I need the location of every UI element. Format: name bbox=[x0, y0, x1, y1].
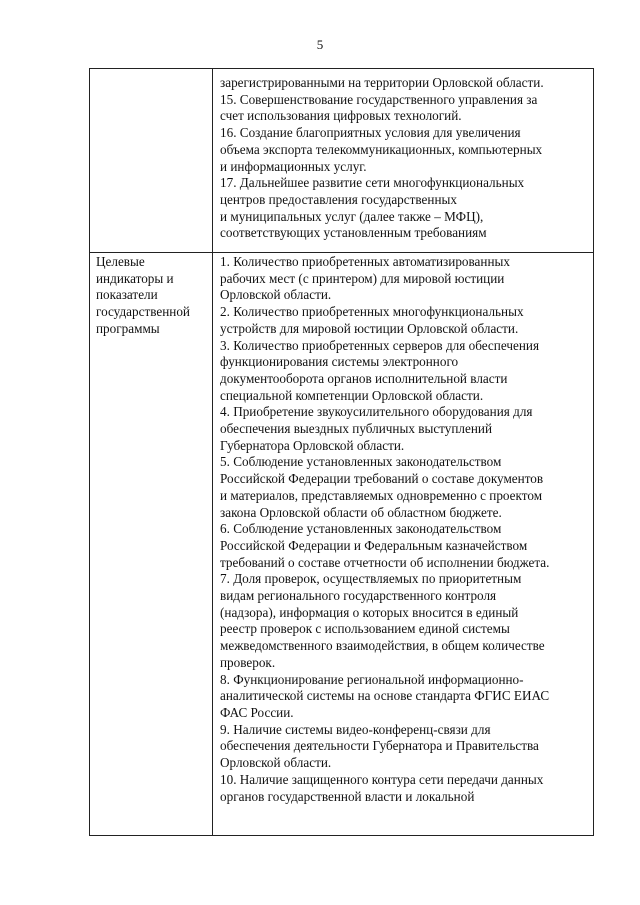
text-line: аналитической системы на основе стандарта ФГИС ЕИАС bbox=[220, 688, 550, 704]
text-line: органов государственной власти и локальной bbox=[220, 788, 475, 804]
text-line: закона Орловской области об областном бюджете. bbox=[220, 504, 502, 520]
text-line: Российской Федерации и Федеральным казначейством bbox=[220, 537, 528, 553]
text-line: обеспечения выездных публичных выступлений bbox=[220, 421, 493, 437]
text-line: устройств для мировой юстиции Орловской области. bbox=[220, 320, 519, 336]
text-line: 2. Количество приобретенных многофункциональных bbox=[220, 304, 524, 320]
table-row bbox=[90, 253, 594, 836]
row-label bbox=[90, 69, 212, 70]
text-line: Орловской области. bbox=[220, 287, 332, 303]
text-line: центров предоставления государственных bbox=[220, 191, 457, 207]
text-line: 6. Соблюдение установленных законодательством bbox=[220, 521, 502, 537]
text-line: Орловской области. bbox=[220, 755, 332, 771]
text-line: Губернатора Орловской области. bbox=[220, 437, 405, 453]
table-row bbox=[90, 69, 594, 253]
text-line: государственной bbox=[96, 304, 190, 320]
text-line: 4. Приобретение звукоусилительного оборудования для bbox=[220, 404, 533, 420]
row-content-cell bbox=[213, 253, 594, 836]
program-passport-table bbox=[89, 68, 594, 836]
text-line: видам регионального государственного контроля bbox=[220, 588, 497, 604]
text-line: и информационных услуг. bbox=[220, 158, 367, 174]
text-line: объема экспорта телекоммуникационных, компьютерных bbox=[220, 141, 543, 157]
text-line: 3. Количество приобретенных серверов для обеспечения bbox=[220, 337, 540, 353]
text-line: 16. Создание благоприятных условия для увеличения bbox=[220, 125, 521, 141]
text-line: проверок. bbox=[220, 654, 276, 670]
indicators-label bbox=[90, 253, 212, 338]
text-line: требований о составе отчетности об исполнении бюджета. bbox=[220, 554, 550, 570]
row-label-cell bbox=[90, 69, 213, 253]
row-content-cell bbox=[213, 69, 594, 253]
text-line: функционирования системы электронного bbox=[220, 354, 459, 370]
text-line: зарегистрированными на территории Орловской области. bbox=[220, 75, 544, 90]
text-line: 8. Функционирование региональной информационно- bbox=[220, 671, 524, 687]
page-number: 5 bbox=[316, 37, 324, 52]
text-line: обеспечения деятельности Губернатора и Правительства bbox=[220, 738, 539, 754]
text-line: (надзора), информация о которых вносится в единый bbox=[220, 604, 519, 620]
text-line: реестр проверок с использованием единой системы bbox=[220, 621, 510, 637]
text-line: рабочих мест (с принтером) для мировой юстиции bbox=[220, 270, 505, 286]
text-line: ФАС России. bbox=[220, 704, 294, 720]
text-line: 1. Количество приобретенных автоматизированных bbox=[220, 254, 510, 269]
text-line: 7. Доля проверок, осуществляемых по приоритетным bbox=[220, 571, 522, 587]
text-line: 17. Дальнейшее развитие сети многофункциональных bbox=[220, 175, 525, 191]
text-line: Целевые bbox=[96, 254, 145, 269]
row-content bbox=[213, 69, 593, 242]
text-line: 5. Соблюдение установленных законодательством bbox=[220, 454, 502, 470]
text-line: 9. Наличие системы видео-конференц-связи для bbox=[220, 721, 491, 737]
indicators-list bbox=[213, 253, 593, 805]
text-line: документооборота органов исполнительной власти bbox=[220, 370, 508, 386]
text-line: 10. Наличие защищенного контура сети передачи данных bbox=[220, 771, 544, 787]
text-line: индикаторы и bbox=[96, 270, 174, 286]
text-line: счет использования цифровых технологий. bbox=[220, 108, 462, 124]
text-line: программы bbox=[96, 320, 160, 336]
text-line: и муниципальных услуг (далее также – МФЦ), bbox=[220, 208, 484, 224]
text-line: Российской Федерации требований о составе документов bbox=[220, 471, 544, 487]
text-line: и материалов, представляемых одновременно с проектом bbox=[220, 487, 543, 503]
text-line: показатели bbox=[96, 287, 158, 303]
text-line: специальной компетенции Орловской области. bbox=[220, 387, 484, 403]
text-line: 15. Совершенствование государственного управления за bbox=[220, 91, 538, 107]
text-line: соответствующих установленным требованиям bbox=[220, 225, 487, 241]
text-line: межведомственного взаимодействия, в общем количестве bbox=[220, 638, 545, 654]
row-label-cell bbox=[90, 253, 213, 836]
